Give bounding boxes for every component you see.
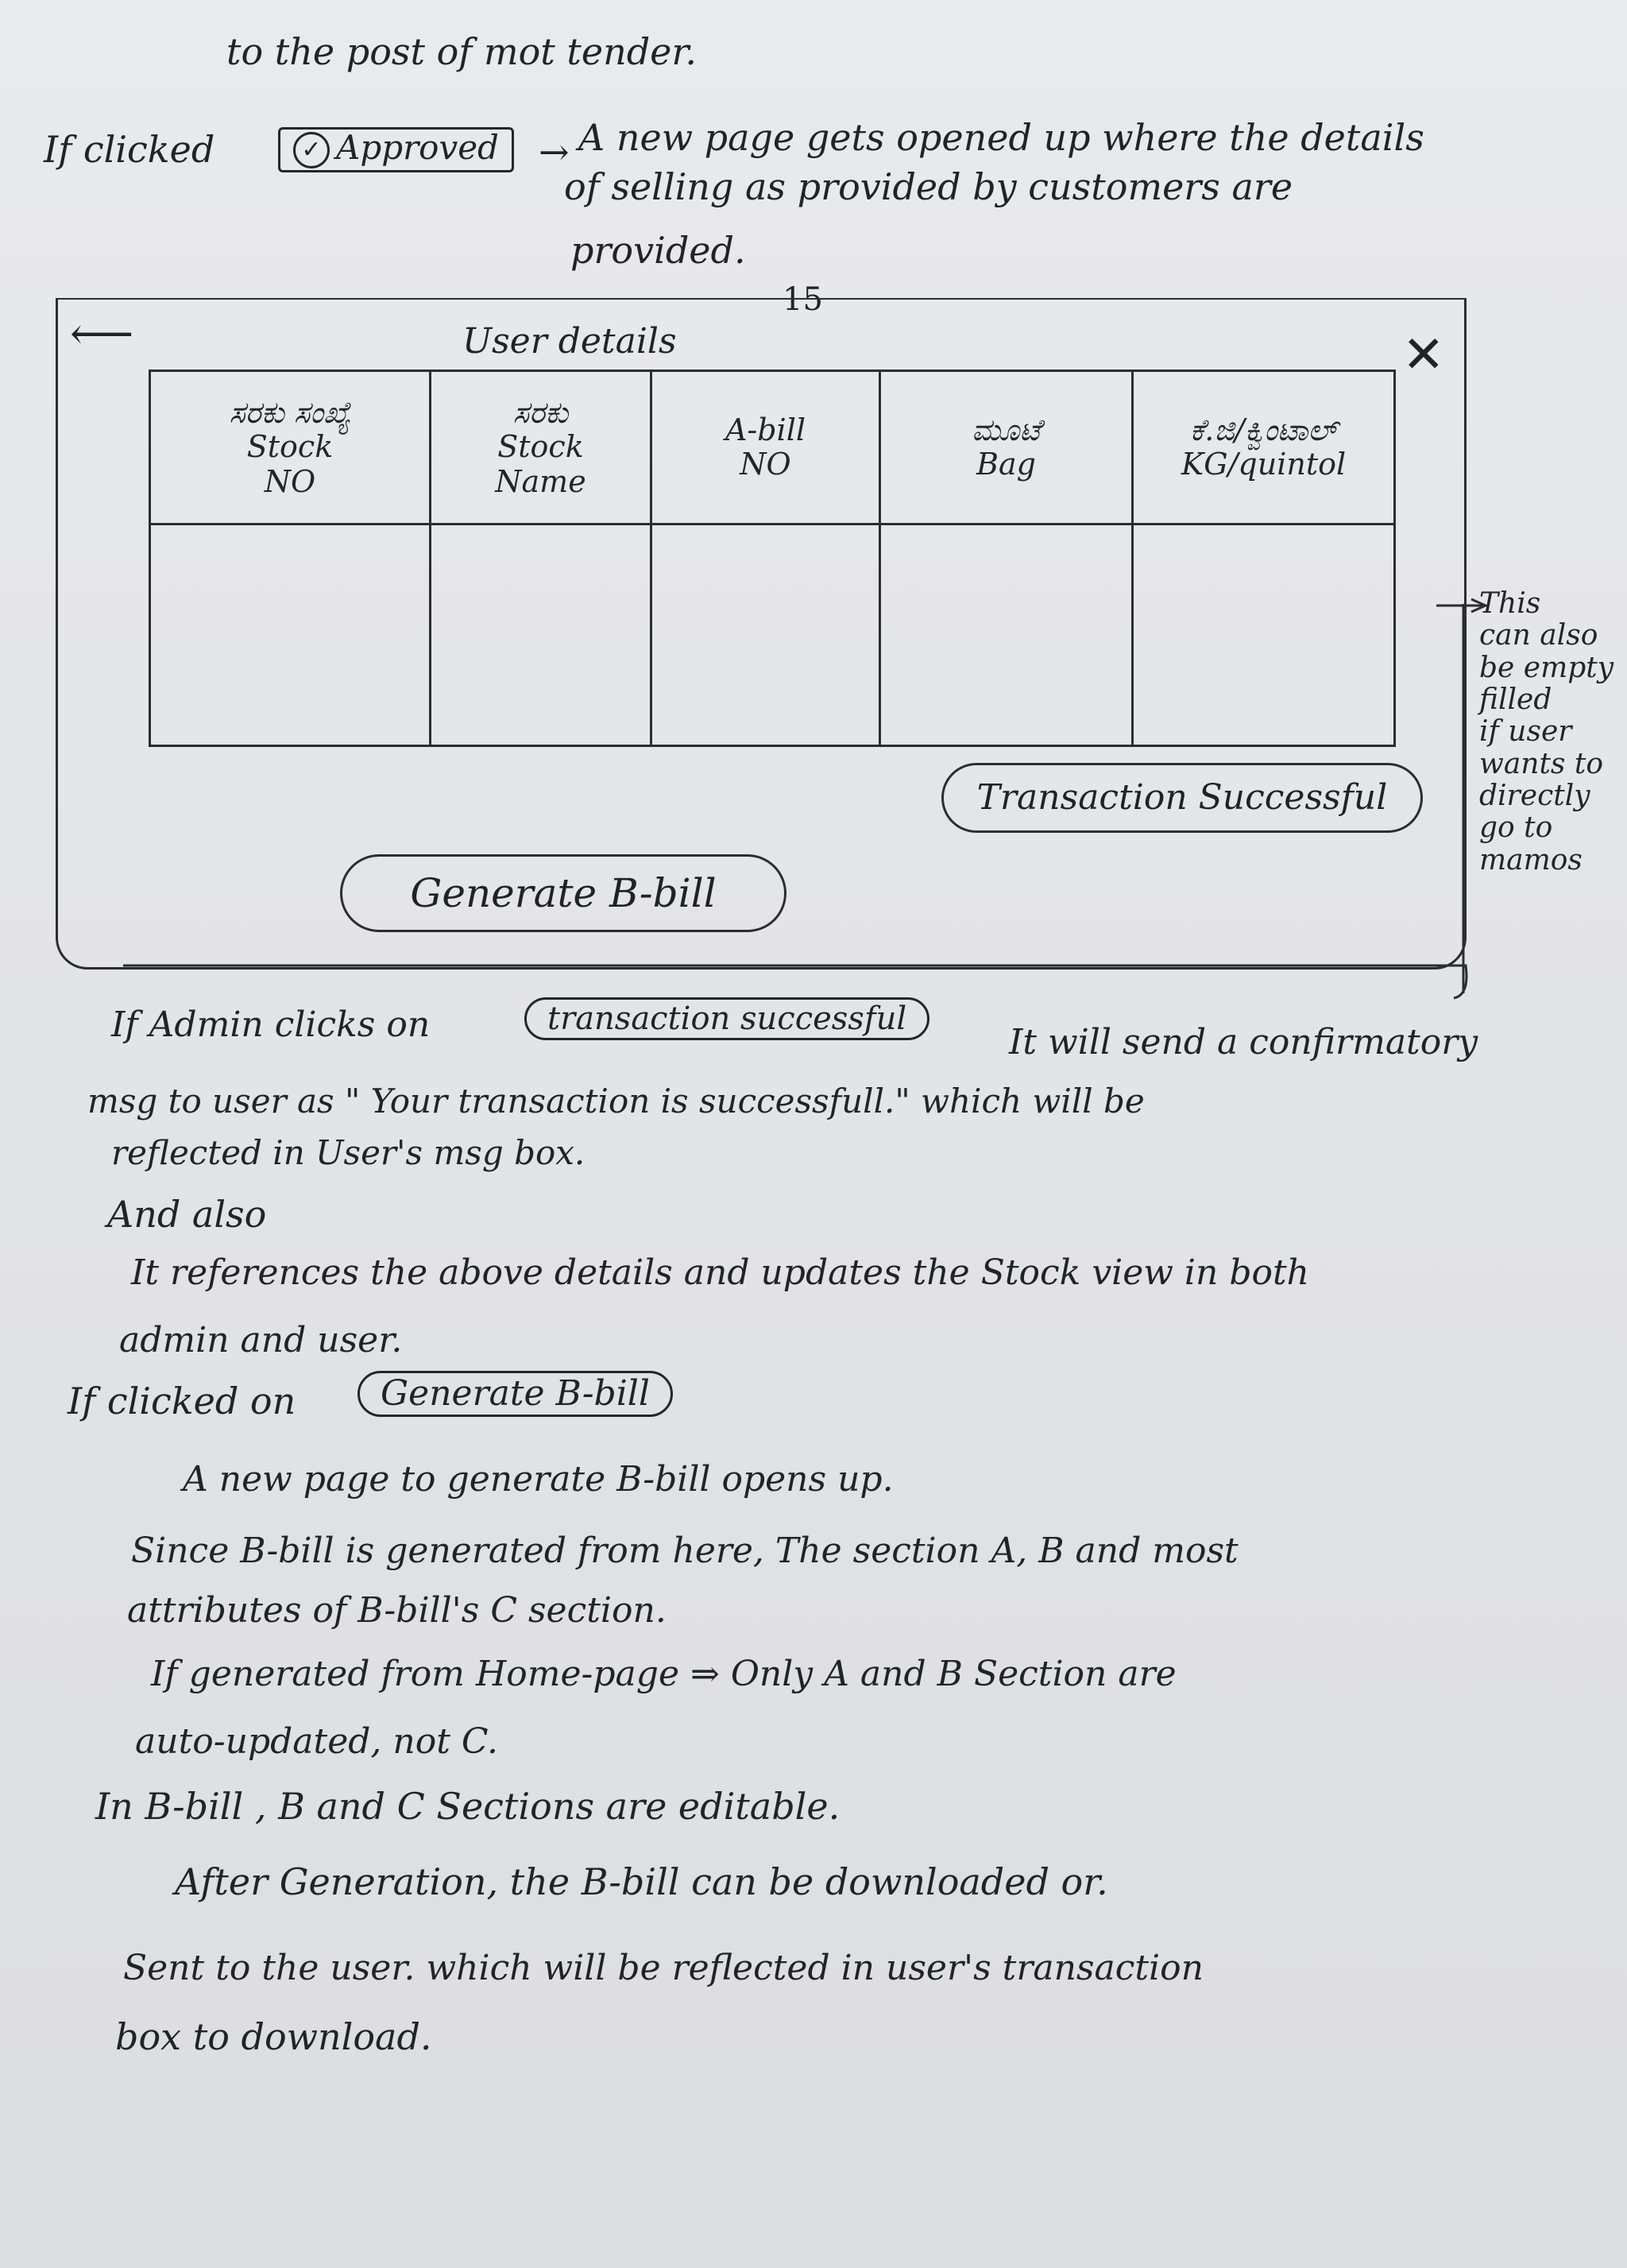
text-admin-5: It references the above details and updates the Stock view in both bbox=[131, 1252, 1310, 1293]
text-approved-3: provided. bbox=[570, 229, 746, 272]
text-generate-2: Since B-bill is generated from here, The section A, B and most bbox=[131, 1531, 1239, 1571]
text-admin-1: It will send a confirmatory bbox=[1009, 1022, 1478, 1062]
text-admin-6: admin and user. bbox=[119, 1320, 403, 1360]
column-header-bag: ಮೂಟೆ Bag bbox=[880, 371, 1133, 524]
column-header-stock-name: ಸರಕು Stock Name bbox=[431, 371, 651, 524]
text-generate-1: A new page to generate B-bill opens up. bbox=[183, 1459, 894, 1500]
text-generate-9: box to download. bbox=[115, 2015, 432, 2058]
close-icon: ✕ bbox=[1402, 326, 1445, 385]
text-approved-1: A new page gets opened up where the details bbox=[578, 116, 1424, 159]
transaction-successful-button[interactable]: Transaction Successful bbox=[941, 763, 1423, 833]
text-generate-5: auto-updated, not C. bbox=[135, 1721, 498, 1762]
text-admin-2: msg to user as " Your transaction is successfull." which will be bbox=[87, 1082, 1145, 1120]
text-generate-prefix: If clicked on bbox=[68, 1380, 296, 1422]
mockup-number: 15 bbox=[783, 281, 823, 318]
approved-label: Approved bbox=[336, 128, 499, 167]
text-admin-4: And also bbox=[107, 1193, 267, 1236]
column-header-kg-quintol: ಕೆ.ಜಿ/ಕ್ವಿಂಟಾಲ್ KG/quintol bbox=[1133, 371, 1395, 524]
generate-b-bill-button[interactable]: Generate B-bill bbox=[340, 854, 786, 932]
text-if-clicked: If clicked bbox=[44, 128, 215, 171]
text-generate-3: attributes of B-bill's C section. bbox=[127, 1590, 667, 1631]
mockup-title: User details bbox=[462, 321, 677, 362]
text-generate-8: Sent to the user. which will be reflected in user's transaction bbox=[123, 1948, 1204, 1988]
column-header-a-bill-no: A-bill NO bbox=[651, 371, 880, 524]
check-circle-icon: ✓ bbox=[293, 132, 330, 168]
text-admin-3: reflected in User's msg box. bbox=[111, 1133, 585, 1172]
column-header-stock-no: ಸರಕು ಸಂಖ್ಯೆ Stock NO bbox=[150, 371, 431, 524]
transaction-successful-sketch: transaction successful bbox=[524, 997, 929, 1040]
arrow-right-icon: → bbox=[539, 130, 570, 173]
text-generate-6: In B-bill , B and C Sections are editable. bbox=[95, 1785, 841, 1828]
arrow-left-icon: ⟵ bbox=[70, 308, 134, 360]
text-generate-7: After Generation, the B-bill can be downloaded or. bbox=[175, 1860, 1108, 1903]
text-line-tender: to the post of mot tender. bbox=[226, 30, 697, 73]
generate-b-bill-sketch: Generate B-bill bbox=[357, 1371, 673, 1417]
text-admin-prefix: If Admin clicks on bbox=[111, 1004, 431, 1045]
text-generate-4: If generated from Home-page ⇒ Only A and B Section are bbox=[151, 1654, 1177, 1694]
side-note: This can also be empty filled if user wants to directly go to mamos bbox=[1479, 587, 1614, 877]
text-approved-2: of selling as provided by customers are bbox=[564, 165, 1293, 208]
